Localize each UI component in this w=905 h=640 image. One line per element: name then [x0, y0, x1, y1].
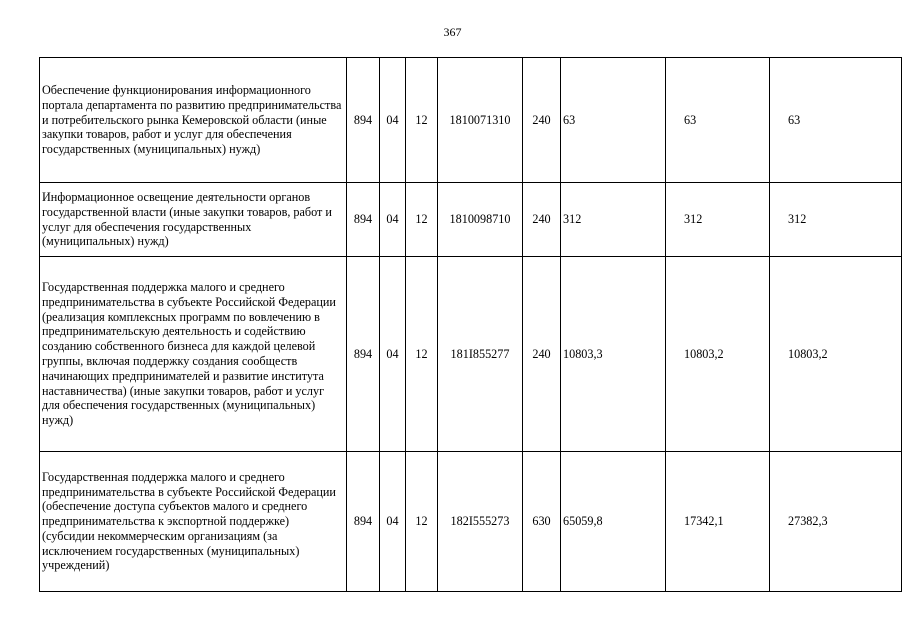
- target-article-code: 182I555273: [438, 452, 523, 592]
- table-row: [40, 257, 902, 452]
- amount-year-1: 312: [561, 183, 666, 257]
- subsection-code: 12: [406, 58, 438, 183]
- ministry-code: 894: [347, 183, 380, 257]
- amount-year-1: 65059,8: [561, 452, 666, 592]
- amount-year-3: 10803,2: [770, 257, 902, 452]
- section-code: 04: [380, 257, 406, 452]
- amount-year-2: 312: [666, 183, 770, 257]
- amount-year-3: 27382,3: [770, 452, 902, 592]
- target-article-code: 1810071310: [438, 58, 523, 183]
- amount-year-1: 10803,3: [561, 257, 666, 452]
- section-code: 04: [380, 58, 406, 183]
- table-row: [40, 183, 902, 257]
- amount-year-2: 10803,2: [666, 257, 770, 452]
- section-code: 04: [380, 452, 406, 592]
- row-description: Государственная поддержка малого и среднего предпринимательства в субъекте Российской Федерации (реализация комплексных программ по вовлечению в предпринимательскую деятельность и содействию созданию собственного бизнеса для каждой целевой группы, включая поддержку создания сообществ начинающих предпринимателей и развитие института наставничества) (иные закупки товаров, работ и услуг для обеспечения государственных (муниципальных) нужд): [40, 257, 347, 452]
- subsection-code: 12: [406, 183, 438, 257]
- amount-year-3: 312: [770, 183, 902, 257]
- ministry-code: 894: [347, 452, 380, 592]
- page-number: 367: [443, 25, 462, 39]
- amount-year-3: 63: [770, 58, 902, 183]
- expense-type-code: 240: [523, 257, 561, 452]
- budget-table: [39, 57, 902, 592]
- subsection-code: 12: [406, 257, 438, 452]
- subsection-code: 12: [406, 452, 438, 592]
- ministry-code: 894: [347, 257, 380, 452]
- expense-type-code: 240: [523, 183, 561, 257]
- ministry-code: 894: [347, 58, 380, 183]
- target-article-code: 181I855277: [438, 257, 523, 452]
- table-row: [40, 58, 902, 183]
- target-article-code: 1810098710: [438, 183, 523, 257]
- amount-year-1: 63: [561, 58, 666, 183]
- row-description: Информационное освещение деятельности органов государственной власти (иные закупки товаров, работ и услуг для обеспечения государственных (муниципальных) нужд): [40, 183, 347, 257]
- row-description: Обеспечение функционирования информационного портала департамента по развитию предпринимательства и потребительского рынка Кемеровской области (иные закупки товаров, работ и услуг для обеспечения государственных (муниципальных) нужд): [40, 58, 347, 183]
- expense-type-code: 630: [523, 452, 561, 592]
- amount-year-2: 17342,1: [666, 452, 770, 592]
- expense-type-code: 240: [523, 58, 561, 183]
- table-row: [40, 452, 902, 592]
- section-code: 04: [380, 183, 406, 257]
- amount-year-2: 63: [666, 58, 770, 183]
- row-description: Государственная поддержка малого и среднего предпринимательства в субъекте Российской Федерации (обеспечение доступа субъектов малого и среднего предпринимательства к экспортной поддержке) (субсидии некоммерческим организациям (за исключением государственных (муниципальных) учреждений): [40, 452, 347, 592]
